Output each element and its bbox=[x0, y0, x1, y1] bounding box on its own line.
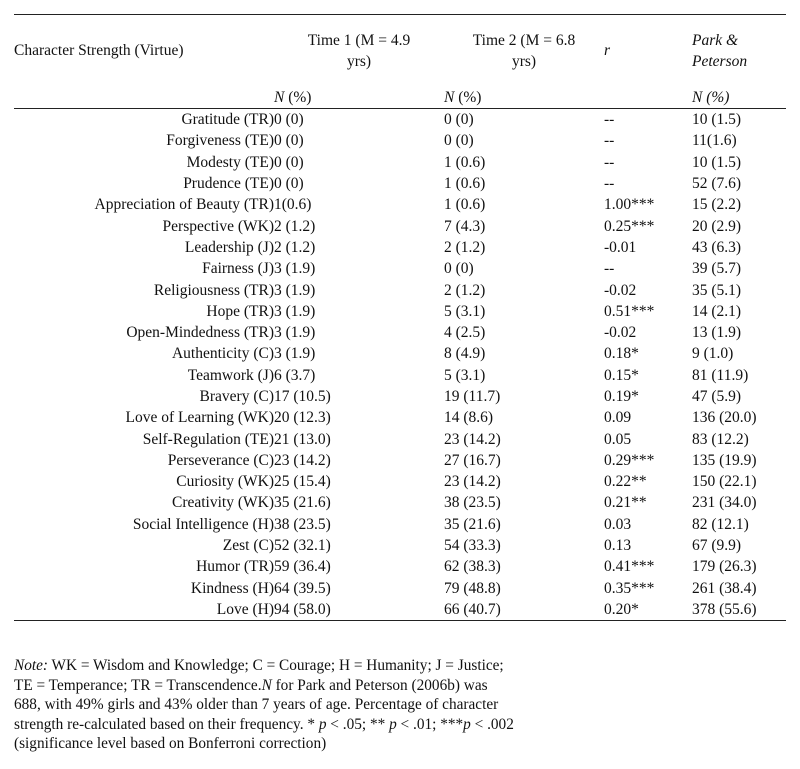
cell-r: 0.13 bbox=[604, 537, 632, 555]
cell-time2: 0 (0) bbox=[444, 260, 474, 278]
table-row bbox=[14, 365, 786, 386]
cell-strength: Authenticity (C) bbox=[171, 345, 274, 363]
table-row bbox=[14, 237, 786, 258]
subheader-time1-pct: (%) bbox=[288, 88, 312, 106]
cell-time1: 94 (58.0) bbox=[274, 599, 444, 621]
cell-park-peterson: 43 (6.3) bbox=[692, 238, 742, 256]
note-line-4 bbox=[14, 715, 786, 735]
cell-r: 0.03 bbox=[604, 515, 632, 533]
table-note bbox=[14, 656, 786, 754]
cell-time2: 19 (11.7) bbox=[444, 388, 501, 405]
cell-time2: 23 (14.2) bbox=[444, 430, 501, 448]
cell-time2: 7 (4.3) bbox=[444, 217, 486, 235]
cell-r: 0.19* bbox=[604, 388, 639, 405]
cell-r: 0.21** bbox=[604, 494, 647, 512]
table-row bbox=[14, 152, 786, 173]
cell-r: 0.05 bbox=[604, 430, 632, 448]
cell-park-peterson: 135 (19.9) bbox=[692, 451, 757, 469]
table-row bbox=[14, 428, 786, 449]
header-strength: Character Strength (Virtue) bbox=[14, 42, 184, 59]
cell-strength: Creativity (WK) bbox=[171, 494, 274, 512]
note-p3: p bbox=[463, 715, 471, 733]
cell-r: 0.18* bbox=[604, 345, 639, 363]
subheader-time1-n: N bbox=[274, 88, 285, 106]
note-line4d: < .002 bbox=[470, 715, 514, 733]
cell-strength: Fairness (J) bbox=[202, 260, 274, 278]
cell-r: 0.15* bbox=[604, 366, 639, 384]
subheader-pp: N (%) bbox=[692, 87, 786, 109]
cell-time1: 0 (0) bbox=[274, 175, 304, 193]
cell-time1: 21 (13.0) bbox=[274, 430, 331, 448]
cell-time2: 54 (33.3) bbox=[444, 537, 501, 555]
header-time1 bbox=[274, 15, 444, 88]
cell-time1: 59 (36.4) bbox=[274, 558, 331, 576]
cell-time2: 38 (23.5) bbox=[444, 494, 501, 512]
table-row bbox=[14, 258, 786, 279]
cell-time2: 0 (0) bbox=[444, 111, 474, 129]
note-line2n: N bbox=[261, 676, 272, 694]
cell-time2: 23 (14.2) bbox=[444, 473, 501, 491]
cell-park-peterson: 150 (22.1) bbox=[692, 473, 757, 491]
cell-time2: 14 (8.6) bbox=[444, 409, 494, 427]
cell-r: -0.02 bbox=[604, 281, 637, 299]
table-row bbox=[14, 215, 786, 236]
cell-strength: Social Intelligence (H) bbox=[132, 515, 274, 533]
cell-r: -- bbox=[604, 153, 615, 171]
cell-strength: Prudence (TE) bbox=[183, 175, 274, 193]
cell-r: 0.51*** bbox=[604, 302, 655, 320]
note-line-3: 688, with 49% girls and 43% older than 7 years of age. Percentage of character bbox=[14, 696, 499, 713]
cell-strength: Teamwork (J) bbox=[187, 366, 274, 384]
cell-park-peterson: 13 (1.9) bbox=[692, 324, 742, 342]
cell-time2: 0 (0) bbox=[444, 132, 474, 150]
note-p2: p bbox=[389, 715, 397, 733]
cell-strength: Love of Learning (WK) bbox=[125, 409, 274, 427]
cell-park-peterson: 378 (55.6) bbox=[692, 599, 786, 621]
cell-park-peterson: 136 (20.0) bbox=[692, 409, 757, 427]
cell-time2: 1 (0.6) bbox=[444, 196, 486, 214]
cell-park-peterson: 261 (38.4) bbox=[692, 579, 757, 597]
subheader-time1 bbox=[274, 87, 444, 109]
note-label: Note: bbox=[14, 657, 48, 674]
cell-park-peterson: 15 (2.2) bbox=[692, 196, 742, 214]
cell-strength: Forgiveness (TE) bbox=[166, 132, 274, 150]
character-strengths-table bbox=[14, 14, 786, 621]
cell-park-peterson: 179 (26.3) bbox=[692, 558, 757, 576]
cell-strength: Leadership (J) bbox=[184, 238, 274, 256]
cell-park-peterson: 231 (34.0) bbox=[692, 494, 757, 512]
cell-time2: 5 (3.1) bbox=[444, 366, 486, 384]
cell-park-peterson: 67 (9.9) bbox=[692, 537, 742, 555]
note-line4c: < .01; *** bbox=[396, 715, 464, 733]
cell-time1: 3 (1.9) bbox=[274, 324, 316, 342]
cell-r: 0.35*** bbox=[604, 579, 655, 597]
header-park-peterson bbox=[692, 15, 786, 88]
cell-strength: Curiosity (WK) bbox=[176, 473, 274, 491]
cell-time2: 2 (1.2) bbox=[444, 238, 486, 256]
cell-r: -- bbox=[604, 111, 615, 129]
cell-time2: 79 (48.8) bbox=[444, 579, 501, 597]
cell-park-peterson: 9 (1.0) bbox=[692, 345, 734, 363]
cell-time2: 8 (4.9) bbox=[444, 345, 486, 363]
cell-strength: Modesty (TE) bbox=[186, 153, 274, 171]
cell-time2: 1 (0.6) bbox=[444, 175, 486, 193]
cell-park-peterson: 20 (2.9) bbox=[692, 217, 742, 235]
table-row bbox=[14, 301, 786, 322]
cell-time1: 64 (39.5) bbox=[274, 579, 331, 597]
cell-r: 0.41*** bbox=[604, 558, 655, 576]
cell-park-peterson: 52 (7.6) bbox=[692, 175, 742, 193]
cell-strength: Kindness (H) bbox=[190, 579, 274, 597]
cell-time2: 4 (2.5) bbox=[444, 324, 486, 342]
cell-park-peterson: 83 (12.2) bbox=[692, 430, 749, 448]
note-line-5: (significance level based on Bonferroni correction) bbox=[14, 735, 327, 752]
note-line4b: < .05; ** bbox=[326, 715, 390, 733]
note-line2a: TE = Temperance; TR = Transcendence. bbox=[14, 676, 262, 694]
table-row bbox=[14, 109, 786, 131]
subheader-strength bbox=[14, 87, 274, 109]
table-row bbox=[14, 599, 786, 621]
cell-time1: 23 (14.2) bbox=[274, 451, 331, 469]
table-row bbox=[14, 556, 786, 577]
cell-strength: Self-Regulation (TE) bbox=[142, 430, 274, 448]
subheader-time2-n: N bbox=[444, 88, 455, 106]
note-line1-text: WK = Wisdom and Knowledge; C = Courage; H = Humanity; J = Justice; bbox=[48, 657, 504, 674]
table-row bbox=[14, 578, 786, 599]
cell-time1: 3 (1.9) bbox=[274, 260, 316, 278]
cell-time1: 3 (1.9) bbox=[274, 302, 316, 320]
header-pp-line1: Park & bbox=[692, 32, 739, 49]
table-row bbox=[14, 514, 786, 535]
cell-strength: Bravery (C) bbox=[199, 388, 274, 405]
cell-time1: 35 (21.6) bbox=[274, 494, 331, 512]
cell-time2: 66 (40.7) bbox=[444, 599, 604, 621]
header-pp-line2: Peterson bbox=[692, 53, 748, 70]
cell-strength: Open-Mindedness (TR) bbox=[126, 324, 274, 342]
cell-time1: 38 (23.5) bbox=[274, 515, 331, 533]
subheader-time2 bbox=[444, 87, 604, 109]
cell-park-peterson: 10 (1.5) bbox=[692, 111, 742, 129]
cell-strength: Religiousness (TR) bbox=[153, 281, 274, 299]
cell-time1: 17 (10.5) bbox=[274, 388, 331, 405]
cell-time1: 0 (0) bbox=[274, 153, 304, 171]
cell-r: 0.20* bbox=[604, 599, 692, 621]
note-p1: p bbox=[318, 715, 327, 733]
header-time1-line2: yrs) bbox=[346, 53, 372, 70]
cell-r: 0.25*** bbox=[604, 217, 655, 235]
cell-strength: Hope (TR) bbox=[206, 302, 274, 320]
cell-strength: Perspective (WK) bbox=[162, 217, 274, 235]
table-row bbox=[14, 194, 786, 215]
table-row bbox=[14, 450, 786, 471]
table-row bbox=[14, 386, 786, 407]
cell-time2: 35 (21.6) bbox=[444, 515, 501, 533]
cell-park-peterson: 10 (1.5) bbox=[692, 153, 742, 171]
cell-time2: 2 (1.2) bbox=[444, 281, 486, 299]
cell-r: 1.00*** bbox=[604, 196, 655, 214]
note-line-2 bbox=[14, 676, 786, 696]
cell-r: -- bbox=[604, 175, 615, 193]
cell-r: 0.29*** bbox=[604, 451, 655, 469]
cell-park-peterson: 39 (5.7) bbox=[692, 260, 742, 278]
cell-strength: Gratitude (TR) bbox=[181, 111, 274, 129]
header-time2-line1: Time 2 (M = 6.8 bbox=[472, 32, 576, 49]
cell-park-peterson: 11(1.6) bbox=[692, 132, 737, 150]
cell-park-peterson: 81 (11.9) bbox=[692, 366, 749, 384]
cell-r: -- bbox=[604, 260, 615, 278]
table-row bbox=[14, 343, 786, 364]
table-row bbox=[14, 279, 786, 300]
cell-r: -- bbox=[604, 132, 615, 150]
note-line2b: for Park and Peterson (2006b) was bbox=[271, 676, 488, 694]
cell-park-peterson: 14 (2.1) bbox=[692, 302, 742, 320]
cell-r: 0.22** bbox=[604, 473, 647, 491]
cell-time1: 6 (3.7) bbox=[274, 366, 316, 384]
cell-strength: Zest (C) bbox=[222, 537, 274, 555]
table-row bbox=[14, 130, 786, 151]
cell-strength: Humor (TR) bbox=[196, 558, 274, 576]
cell-time1: 0 (0) bbox=[274, 111, 304, 129]
cell-time1: 3 (1.9) bbox=[274, 281, 316, 299]
header-time2-line2: yrs) bbox=[511, 53, 537, 70]
cell-time1: 0 (0) bbox=[274, 132, 304, 150]
note-line4a: strength re-calculated based on their frequency. * bbox=[14, 715, 319, 733]
cell-time1: 52 (32.1) bbox=[274, 537, 331, 555]
cell-r: 0.09 bbox=[604, 409, 632, 427]
cell-time1: 25 (15.4) bbox=[274, 473, 331, 491]
cell-time2: 1 (0.6) bbox=[444, 153, 486, 171]
cell-time2: 62 (38.3) bbox=[444, 558, 501, 576]
note-line-1 bbox=[14, 656, 786, 676]
table-row bbox=[14, 173, 786, 194]
subheader-r bbox=[604, 87, 692, 109]
cell-time1: 2 (1.2) bbox=[274, 238, 316, 256]
header-time1-line1: Time 1 (M = 4.9 bbox=[307, 32, 411, 49]
cell-time1: 20 (12.3) bbox=[274, 409, 331, 427]
cell-time2: 27 (16.7) bbox=[444, 451, 501, 469]
table-row bbox=[14, 471, 786, 492]
table-body bbox=[14, 109, 786, 621]
cell-strength: Love (H) bbox=[14, 599, 274, 621]
cell-strength: Perseverance (C) bbox=[167, 451, 274, 469]
header-time2 bbox=[444, 15, 604, 88]
cell-time1: 1(0.6) bbox=[274, 196, 312, 214]
table-row bbox=[14, 322, 786, 343]
cell-time2: 5 (3.1) bbox=[444, 302, 486, 320]
header-r: r bbox=[604, 42, 611, 59]
table-row bbox=[14, 535, 786, 556]
subheader-time2-pct: (%) bbox=[458, 88, 482, 106]
cell-r: -0.02 bbox=[604, 324, 637, 342]
cell-r: -0.01 bbox=[604, 238, 637, 256]
cell-park-peterson: 82 (12.1) bbox=[692, 515, 749, 533]
header-row bbox=[14, 15, 786, 88]
cell-park-peterson: 47 (5.9) bbox=[692, 388, 742, 405]
cell-park-peterson: 35 (5.1) bbox=[692, 281, 742, 299]
cell-strength: Appreciation of Beauty (TR) bbox=[94, 196, 274, 214]
cell-time1: 3 (1.9) bbox=[274, 345, 316, 363]
table-row bbox=[14, 492, 786, 513]
subheader-row bbox=[14, 87, 786, 109]
table-row bbox=[14, 407, 786, 428]
cell-time1: 2 (1.2) bbox=[274, 217, 316, 235]
